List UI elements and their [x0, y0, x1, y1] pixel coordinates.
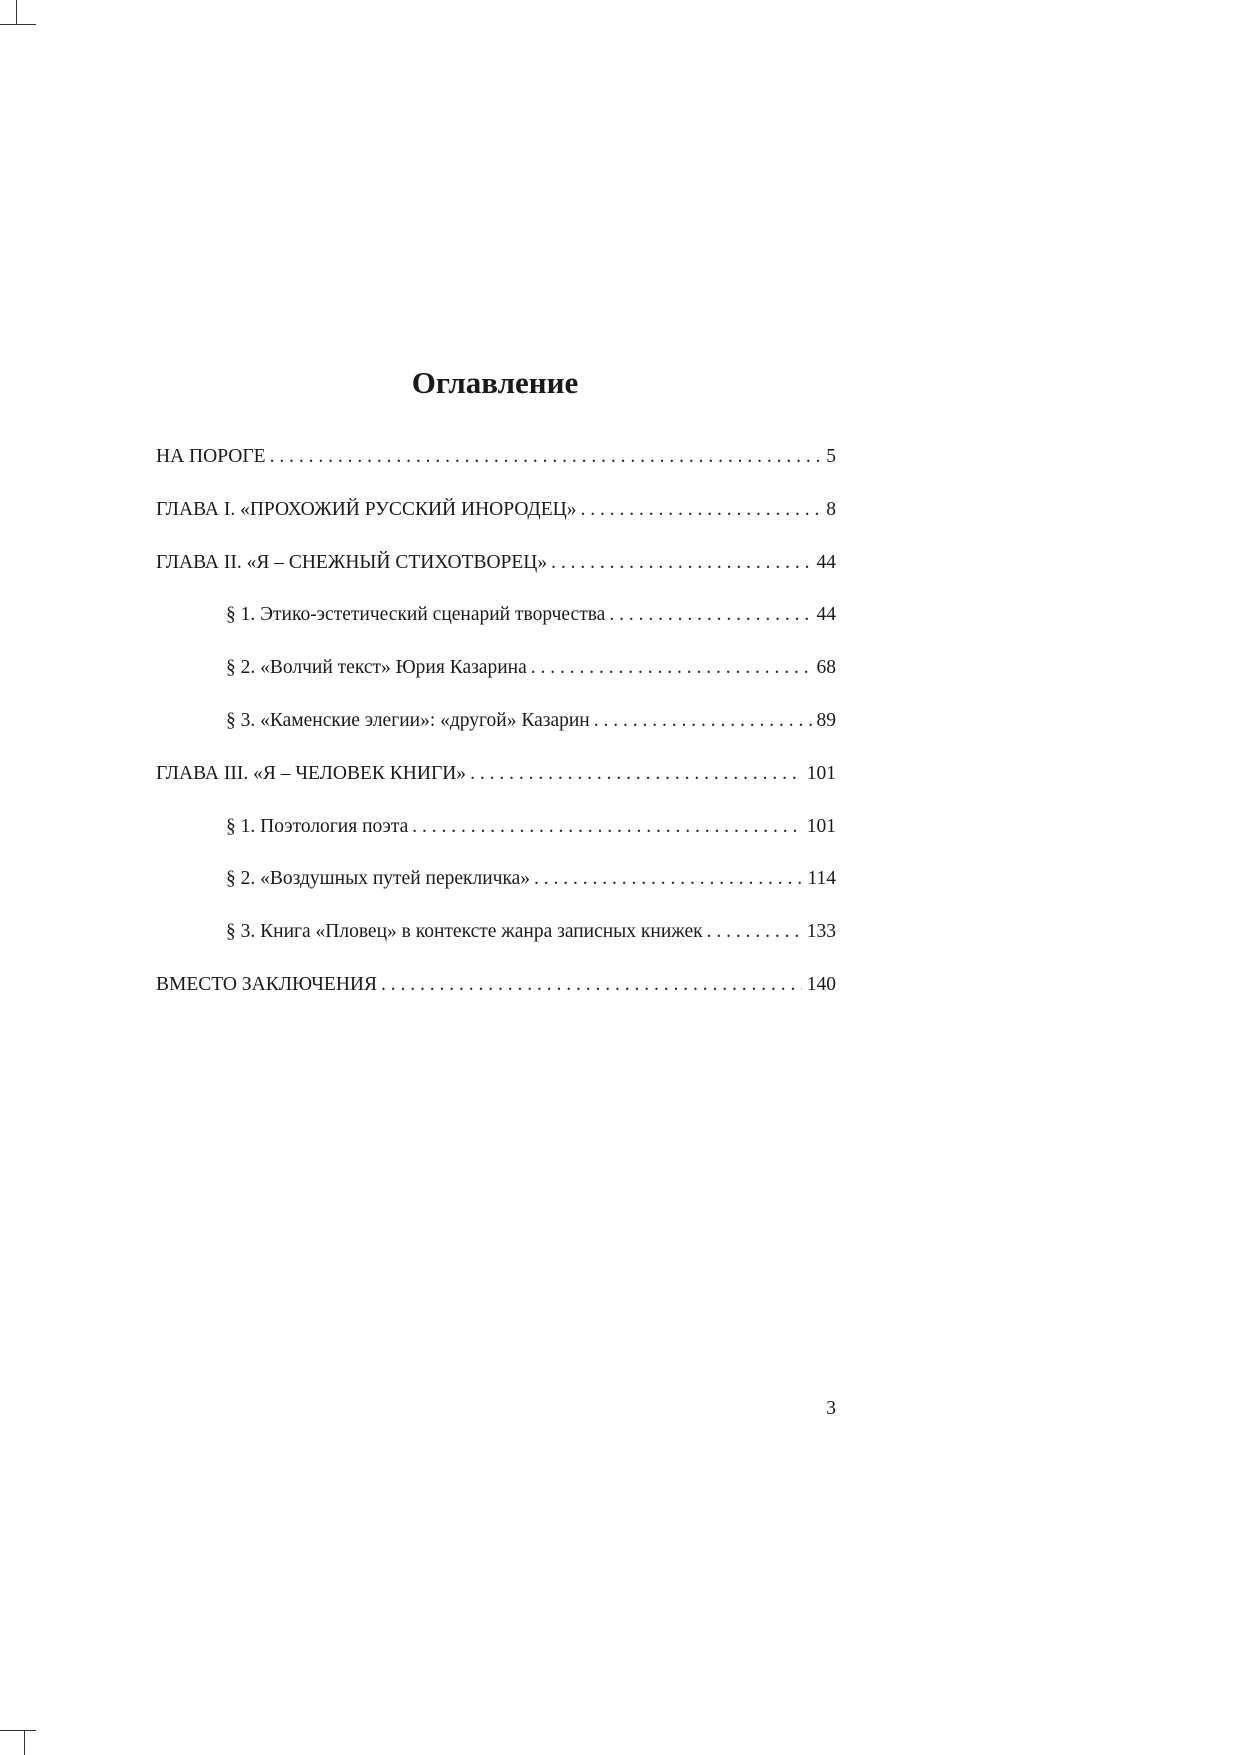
toc-entry-title: § 2. «Волчий текст» Юрия Казарина	[226, 657, 527, 679]
crop-mark	[0, 1730, 36, 1731]
toc-entry	[156, 552, 836, 605]
toc-subentry	[156, 604, 836, 657]
crop-mark	[24, 1730, 25, 1755]
dot-leader	[412, 816, 801, 838]
dot-leader	[534, 868, 802, 890]
dot-leader	[609, 604, 811, 626]
dot-leader	[594, 710, 812, 732]
crop-mark	[0, 24, 36, 25]
toc-entry-title: НА ПОРОГЕ	[156, 446, 266, 467]
toc-subentry	[156, 657, 836, 710]
toc-entry-page: 5	[826, 446, 836, 467]
dot-leader	[270, 446, 822, 468]
toc-entry-page: 140	[806, 973, 836, 995]
dot-leader	[381, 974, 802, 996]
toc-entry-title: ГЛАВА I. «ПРОХОЖИЙ РУССКИЙ ИНОРОДЕЦ»	[156, 498, 577, 520]
toc-entry-page: 68	[816, 657, 836, 679]
toc-entry	[156, 974, 836, 1027]
toc-entry-page: 8	[826, 498, 836, 520]
dot-leader	[580, 499, 821, 521]
toc-entry-page: 44	[816, 551, 836, 573]
toc-subentry	[156, 710, 836, 763]
toc-entry-title: ГЛАВА III. «Я – ЧЕЛОВЕК КНИГИ»	[156, 762, 467, 784]
dot-leader	[707, 921, 802, 943]
toc-entry	[156, 446, 836, 499]
toc-entry	[156, 499, 836, 552]
page-number: 3	[826, 1398, 836, 1419]
dot-leader	[470, 763, 802, 785]
toc-entry-title: ГЛАВА II. «Я – СНЕЖНЫЙ СТИХОТВОРЕЦ»	[156, 551, 548, 573]
table-of-contents	[156, 446, 836, 1027]
toc-entry-page: 44	[816, 604, 836, 626]
dot-leader	[531, 657, 812, 679]
toc-entry	[156, 763, 836, 816]
toc-entry-title: ВМЕСТО ЗАКЛЮЧЕНИЯ	[156, 973, 378, 995]
toc-entry-title: § 3. Книга «Пловец» в контексте жанра записных книжек	[226, 921, 703, 943]
toc-entry-page: 101	[806, 762, 836, 784]
page-title: Оглавление	[411, 365, 579, 400]
toc-entry-page: 114	[807, 868, 836, 890]
dot-leader	[551, 552, 811, 574]
crop-mark	[16, 0, 17, 24]
toc-subentry	[156, 921, 836, 974]
toc-subentry	[156, 868, 836, 921]
toc-entry-page: 101	[806, 815, 836, 837]
toc-entry-page: 89	[816, 709, 836, 731]
toc-subentry	[156, 816, 836, 869]
toc-entry-title: § 1. Этико-эстетический сценарий творчества	[226, 604, 606, 626]
toc-entry-title: § 3. «Каменские элегии»: «другой» Казарин	[226, 709, 590, 731]
toc-entry-page: 133	[806, 921, 836, 943]
toc-entry-title: § 2. «Воздушных путей перекличка»	[226, 868, 531, 890]
toc-entry-title: § 1. Поэтология поэта	[226, 815, 409, 837]
